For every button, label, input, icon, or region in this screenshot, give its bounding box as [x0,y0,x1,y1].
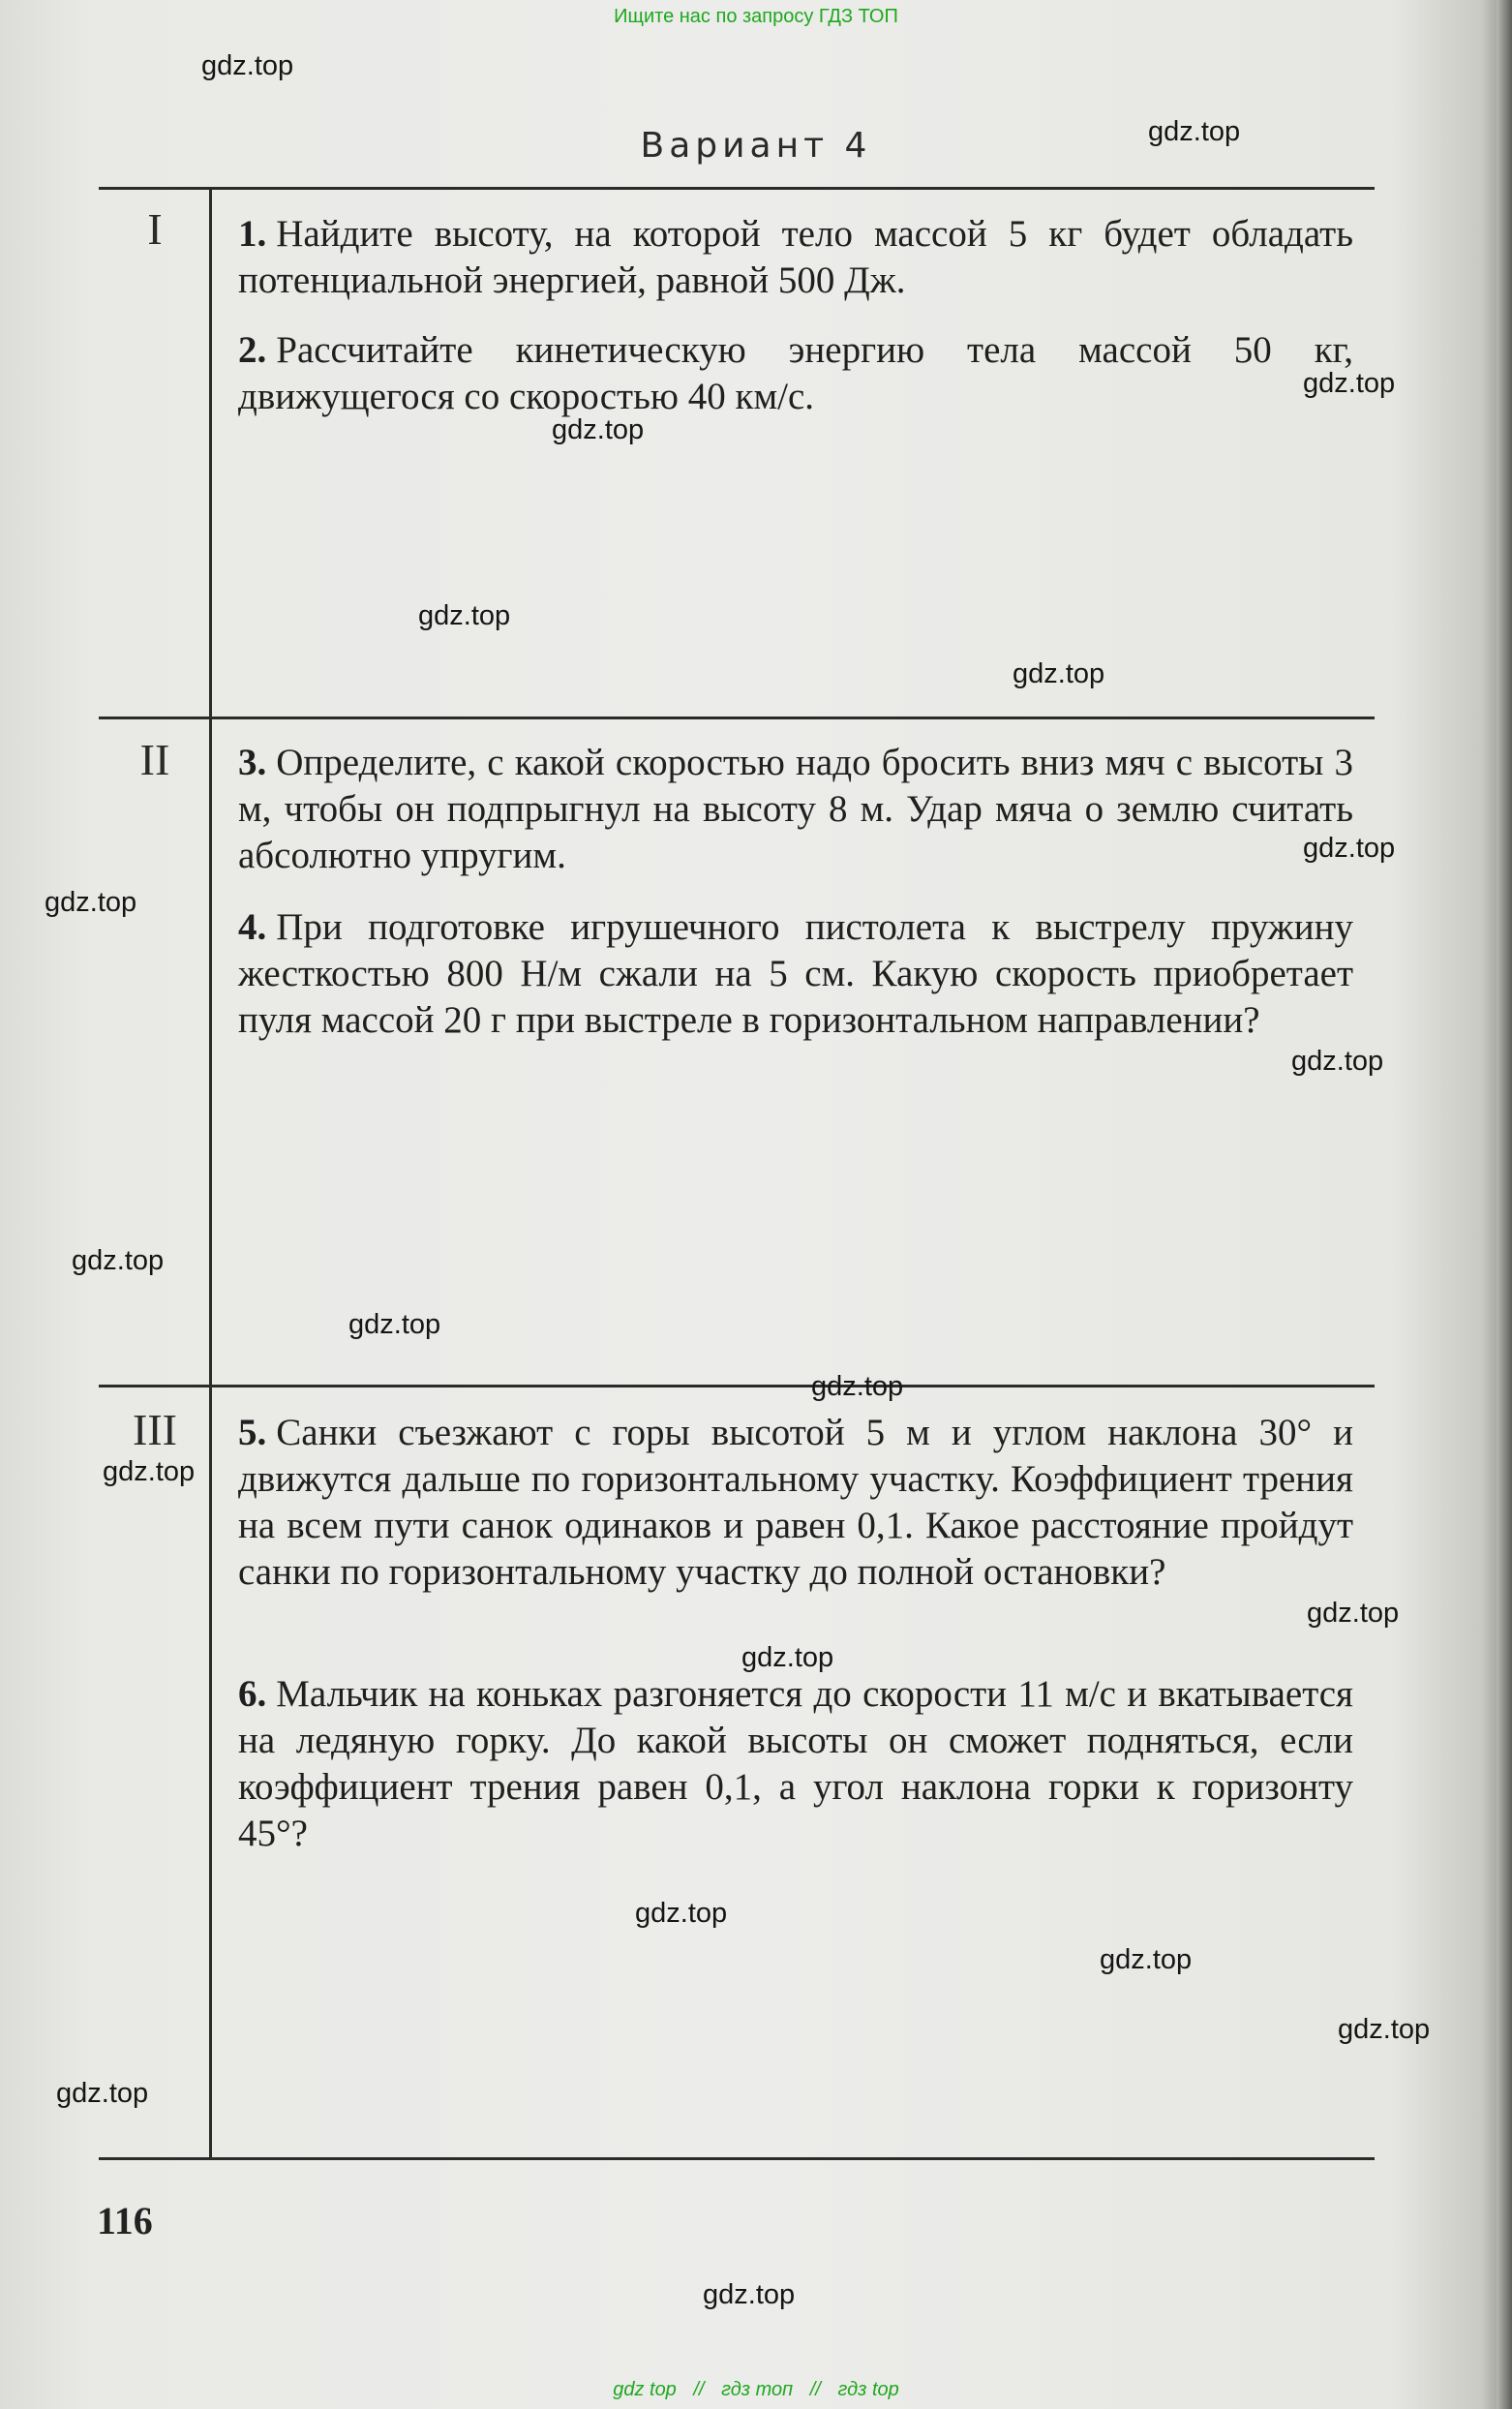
task-text: Определите, с какой скоростью надо бросить вниз мяч с высоты 3 м, чтобы он подпрыгнул на высоту 8 м. Удар мяча о землю считать абсолютно упругим. [238,742,1353,876]
level-label-1: I [147,204,163,254]
watermark: gdz.top [741,1642,834,1673]
watermark: gdz.top [201,50,294,81]
task-number: 4. [238,906,267,948]
footer-links [0,2379,1512,2401]
table-bottom-rule [99,2157,1375,2160]
level-label-3: III [133,1405,177,1454]
footer-link[interactable]: gdz top [613,2379,677,2400]
watermark: gdz.top [635,1898,728,1929]
watermark: gdz.top [45,887,137,918]
page-number: 116 [97,2199,153,2242]
task-5 [238,1410,1353,1596]
variant-title: Вариант 4 [640,126,872,166]
book-spine-edge [1497,0,1512,2409]
task-number: 3. [238,742,267,783]
task-2 [238,327,1353,420]
table-top-rule [99,187,1375,190]
task-number: 6. [238,1673,267,1715]
task-text: Найдите высоту, на которой тело массой 5 кг будет обладать потенциальной энергией, равной 500 Дж. [238,213,1353,301]
task-text: Санки съезжают с горы высотой 5 м и углом наклона 30° и движутся дальше по горизонтальному участку. Коэффициент трения на всем пути санок одинаков и равен 0,1. Какое расстояние пройдут санки по горизонтальному участку до полной остановки? [238,1412,1353,1593]
watermark: gdz.top [418,600,511,631]
watermark: gdz.top [811,1371,904,1402]
watermark: gdz.top [1100,1944,1193,1975]
level-column-rule [209,188,212,2158]
watermark: gdz.top [1303,833,1396,864]
search-hint-banner: Ищите нас по запросу ГДЗ ТОП [614,6,898,27]
footer-link[interactable]: гдз top [837,2379,899,2400]
section-divider-2 [99,1385,1375,1387]
task-text: Мальчик на коньках разгоняется до скорости 11 м/с и вкатывается на ледяную горку. До какой высоты он сможет подняться, если коэффициент трения равен 0,1, а угол наклона горки к горизонту 45°? [238,1673,1353,1854]
watermark: gdz.top [1291,1046,1384,1077]
footer-link[interactable]: гдз топ [721,2379,794,2400]
task-number: 5. [238,1412,267,1453]
task-1 [238,211,1353,304]
task-number: 1. [238,213,267,255]
task-number: 2. [238,329,267,371]
watermark: gdz.top [72,1245,165,1276]
level-label-2: II [139,735,170,784]
watermark: gdz.top [1303,368,1396,399]
watermark: gdz.top [56,2078,149,2109]
task-6 [238,1671,1353,1857]
watermark: gdz.top [1013,658,1105,689]
watermark: gdz.top [1148,116,1241,147]
footer-separator: // [809,2379,821,2400]
watermark: gdz.top [703,2279,796,2310]
task-text: При подготовке игрушечного пистолета к выстрелу пружину жесткостью 800 Н/м сжали на 5 см. Какую скорость приобретает пуля массой 20 г при выстреле в горизонтальном направлении? [238,906,1353,1041]
task-3 [238,740,1353,879]
section-divider-1 [99,717,1375,719]
watermark: gdz.top [348,1309,441,1340]
watermark: gdz.top [1307,1598,1400,1629]
footer-separator: // [693,2379,705,2400]
watermark: gdz.top [103,1456,196,1487]
watermark: gdz.top [552,414,645,445]
task-4 [238,904,1353,1044]
task-text: Рассчитайте кинетическую энергию тела массой 50 кг, движущегося со скоростью 40 км/с. [238,329,1353,417]
watermark: gdz.top [1338,2014,1431,2045]
